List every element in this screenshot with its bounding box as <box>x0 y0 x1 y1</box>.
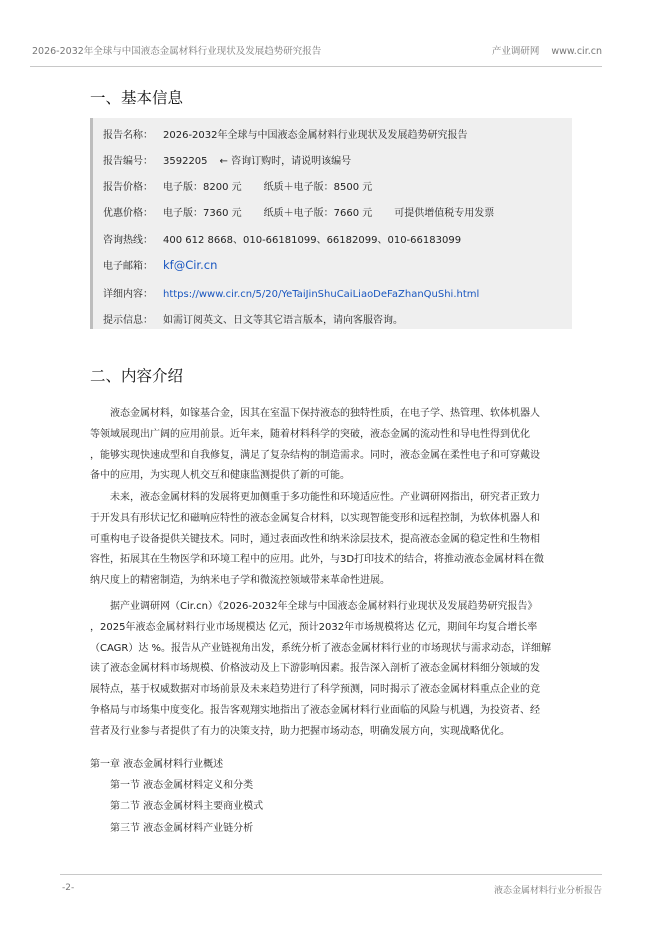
paragraph-line: 展特点，基于权威数据对市场前景及未来趋势进行了科学预测，同时揭示了液态金属材料重点企业的竞 <box>90 684 540 696</box>
paragraph-2 <box>90 488 572 592</box>
paragraph-3 <box>90 597 572 743</box>
paragraph-line: 争格局与市场集中度变化。报告客观翔实地指出了液态金属材料行业面临的风险与机遇，为投资者、经 <box>90 704 540 716</box>
info-label: 报告价格： <box>103 182 153 193</box>
paragraph-line: 可重构电子设备提供关键技术。同时，通过表面改性和纳米涂层技术，提高液态金属的稳定性和生物相 <box>90 533 540 545</box>
info-label: 详细内容： <box>103 289 153 300</box>
info-label: 提示信息： <box>103 315 153 326</box>
info-label: 电子邮箱： <box>103 261 153 272</box>
info-row-name <box>103 126 468 141</box>
info-row-discount <box>103 204 494 219</box>
info-value: 3592205 <box>163 156 208 167</box>
info-box-accent-bar <box>90 118 93 329</box>
header-divider <box>30 66 602 67</box>
info-value: 2026-2032年全球与中国液态金属材料行业现状及发展趋势研究报告 <box>163 130 468 141</box>
paragraph-line: ，2025年液态金属材料行业市场规模达 亿元，预计2032年市场规模将达 亿元，期间年均复合增长率 <box>90 621 538 633</box>
info-row-code <box>103 152 351 167</box>
info-label: 报告名称： <box>103 130 153 141</box>
page-number: -2- <box>62 883 75 893</box>
toc-section-1: 第一节 液态金属材料定义和分类 <box>110 780 254 791</box>
paragraph-line: 读了液态金属材料市场规模、价格波动及上下游影响因素。报告深入剖析了液态金属材料细分领域的发 <box>90 663 540 675</box>
paragraph-line: 营者及行业参与者提供了有力的决策支持，助力把握市场动态，明确发展方向，实现战略优化。 <box>90 725 510 737</box>
info-row-url <box>103 285 479 300</box>
section-title-basic-info: 一、基本信息 <box>90 89 184 107</box>
info-row-hotline <box>103 231 461 246</box>
hotline-numbers: 400 612 8668、010-66181099、66182099、010-66183099 <box>163 235 462 246</box>
header-report-title: 2026-2032年全球与中国液态金属材料行业现状及发展趋势研究报告 <box>32 46 322 57</box>
header-brand <box>492 43 602 57</box>
discount-electronic: 电子版：7360 元 <box>163 208 242 219</box>
basic-info-box <box>90 118 572 329</box>
price-print-electronic: 纸质＋电子版：8500 元 <box>263 182 373 193</box>
paragraph-line: 备中的应用，为实现人机交互和健康监测提供了新的可能。 <box>90 470 350 482</box>
price-electronic: 电子版：8200 元 <box>163 182 242 193</box>
paragraph-line: （CAGR）达 %。报告从产业链视角出发，系统分析了液态金属材料行业的市场现状与需求动态，详细解 <box>90 642 552 654</box>
site-url[interactable]: www.cir.cn <box>551 46 602 57</box>
toc-chapter-1: 第一章 液态金属材料行业概述 <box>90 759 224 770</box>
discount-print-electronic: 纸质＋电子版：7660 元 <box>263 208 373 219</box>
info-label: 报告编号： <box>103 156 153 167</box>
detail-url-link[interactable]: https://www.cir.cn/5/20/YeTaiJinShuCaiLiaoDeFaZhanQuShi.html <box>163 289 480 300</box>
info-row-price <box>103 178 372 193</box>
paragraph-line: 液态金属材料，如镓基合金，因其在室温下保持液态的独特性质，在电子学、热管理、软体机器人 <box>90 408 540 419</box>
section-title-content-intro: 二、内容介绍 <box>90 367 184 385</box>
tip-text: 如需订阅英文、日文等其它语言版本，请向客服咨询。 <box>163 315 403 326</box>
info-note: ← 咨询订购时，请说明该编号 <box>219 156 352 167</box>
paragraph-line: 容性，拓展其在生物医学和环境工程中的应用。此外，与3D打印技术的结合，将推动液态金属材料在微 <box>90 554 545 566</box>
paragraph-1 <box>90 404 572 487</box>
email-link[interactable]: kf@Cir.cn <box>163 258 218 272</box>
paragraph-line: 未来，液态金属材料的发展将更加侧重于多功能性和环境适应性。产业调研网指出，研究者正致力 <box>90 492 540 503</box>
paragraph-line: ，能够实现快速成型和自我修复，满足了复杂结构的制造需求。同时，液态金属在柔性电子和可穿戴设 <box>90 449 540 461</box>
brand-name: 产业调研网 <box>491 46 540 57</box>
info-label: 咨询热线： <box>103 235 153 246</box>
paragraph-line: 纳尺度上的精密制造，为纳米电子学和微流控领域带来革命性进展。 <box>90 575 390 587</box>
footer-doc-name: 液态金属材料行业分析报告 <box>493 886 602 896</box>
invoice-note: 可提供增值税专用发票 <box>394 208 495 219</box>
info-label: 优惠价格： <box>103 208 153 219</box>
paragraph-line: 据产业调研网（Cir.cn）《2026-2032年全球与中国液态金属材料行业现状及发展趋势研究报告》 <box>90 601 538 612</box>
toc-section-3: 第三节 液态金属材料产业链分析 <box>110 823 254 834</box>
info-row-tip <box>103 311 403 326</box>
footer-divider <box>60 874 602 875</box>
toc-section-2: 第二节 液态金属材料主要商业模式 <box>110 801 264 812</box>
paragraph-line: 于开发具有形状记忆和磁响应特性的液态金属复合材料，以实现智能变形和远程控制，为软体机器人和 <box>90 512 540 524</box>
info-row-email <box>103 257 217 272</box>
paragraph-line: 等领域展现出广阔的应用前景。近年来，随着材料科学的突破，液态金属的流动性和导电性得到优化 <box>90 428 530 440</box>
